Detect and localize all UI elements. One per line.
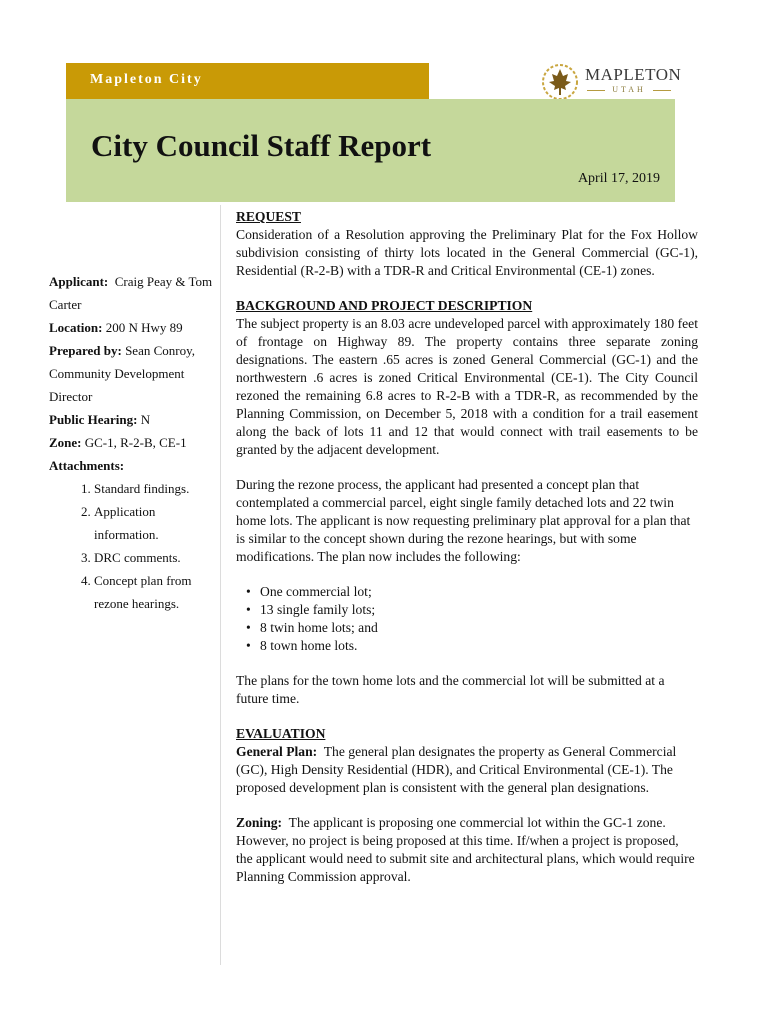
prepared-by-field: Prepared by: Sean Conroy, Community Development Director xyxy=(49,343,196,404)
attachments-label: Attachments: xyxy=(49,458,125,473)
list-item: 2. Application information. xyxy=(94,500,219,546)
general-plan-paragraph: General Plan: The general plan designates the property as General Commercial (GC), High Density Residential (HDR), and Critical Environmental (CE-1). The proposed development plan is consistent with the general plan designations. xyxy=(236,744,677,795)
list-item: • 8 town home lots. xyxy=(260,637,698,655)
list-item: 4. Concept plan from rezone hearings. xyxy=(94,569,219,615)
column-divider xyxy=(220,205,221,965)
logo-name: MAPLETON xyxy=(585,65,682,84)
background-heading: BACKGROUND AND PROJECT DESCRIPTION xyxy=(236,298,533,313)
background-paragraph-2: During the rezone process, the applicant had presented a concept plan that contemplated a commercial parcel, eight single family detached lots and 22 twin home lots. The applicant is now requesting preliminary plat approval for a plan that is similar to the concept shown during the rezone hearings, but with some modifications. The plan now includes the following: xyxy=(236,477,691,564)
list-item: • One commercial lot; xyxy=(260,583,698,601)
zone-field: Zone: GC-1, R-2-B, CE-1 xyxy=(49,435,187,450)
evaluation-heading: EVALUATION xyxy=(236,726,326,741)
background-paragraph-1: The subject property is an 8.03 acre undeveloped parcel with approximately 180 feet of frontage on Highway 89. The property contains three separate zoning designations. The eastern .65 acres is zoned General Commercial (GC-1) and the northwestern .6 acres is zoned Critical Environmental (CE-1). The City Council rezoned the remaining 6.8 acres to R-2-B with a TDR-R, as recommended by the Planning Commission, on December 5, 2018 with a condition for a trail easement along the back of lots 11 and 12 that would connect with trail easements to be granted by the adjacent development. xyxy=(236,316,698,457)
main-content xyxy=(236,208,698,886)
report-date: April 17, 2019 xyxy=(577,171,660,186)
request-heading: REQUEST xyxy=(236,209,301,224)
org-label: Mapleton City xyxy=(90,72,203,87)
mapleton-logo xyxy=(540,62,680,102)
public-hearing-field: Public Hearing: N xyxy=(49,412,151,427)
page-title: City Council Staff Report xyxy=(91,128,432,163)
maple-leaf-icon xyxy=(540,62,580,102)
lot-list xyxy=(236,583,698,655)
logo-sub: UTAH xyxy=(585,85,673,94)
list-item: • 13 single family lots; xyxy=(260,601,698,619)
background-paragraph-3: The plans for the town home lots and the commercial lot will be submitted at a future time. xyxy=(236,673,665,706)
list-item: • 8 twin home lots; and xyxy=(260,619,698,637)
applicant-field: Applicant: Craig Peay & Tom Carter xyxy=(49,274,213,312)
list-item: 1. Standard findings. xyxy=(94,477,219,500)
request-text: Consideration of a Resolution approving the Preliminary Plat for the Fox Hollow subdivision consisting of thirty lots located in the General Commercial (GC-1), Residential (R-2-B) with a TDR-R and Critical Environmental (CE-1) zones. xyxy=(236,227,698,278)
list-item: 3. DRC comments. xyxy=(94,546,219,569)
zoning-paragraph: Zoning: The applicant is proposing one commercial lot within the GC-1 zone. However, no project is being proposed at this time. If/when a project is proposed, the applicant would need to submit site and architectural plans, which would require Planning Commission approval. xyxy=(236,815,695,884)
location-field: Location: 200 N Hwy 89 xyxy=(49,320,183,335)
header-gold-bar xyxy=(66,63,429,99)
sidebar-info xyxy=(49,270,219,615)
attachments-list xyxy=(49,477,219,615)
